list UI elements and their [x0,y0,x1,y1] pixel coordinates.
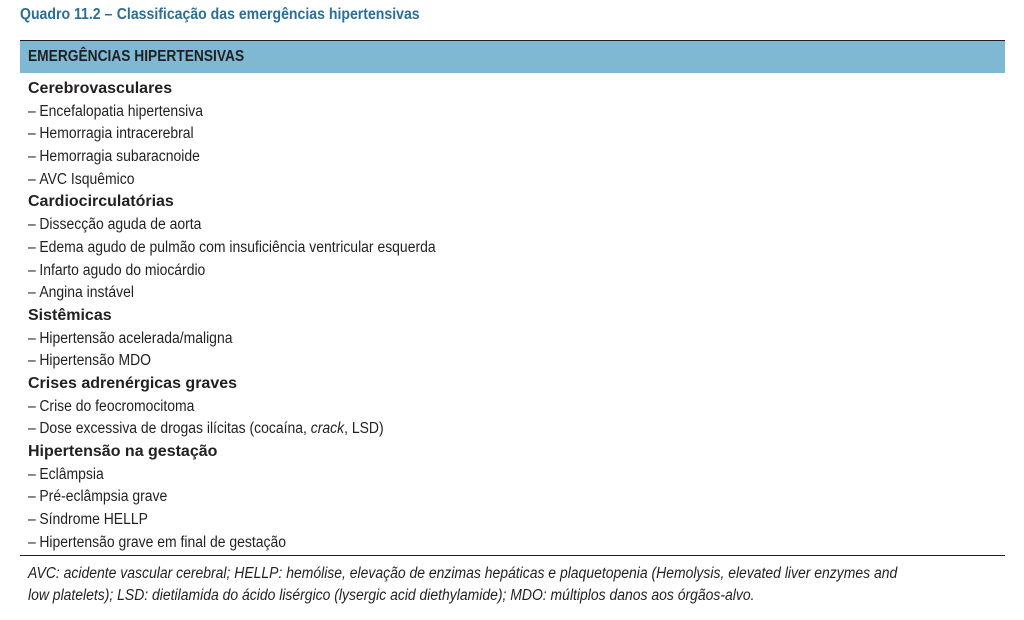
list-item [28,237,892,260]
category-list [28,78,988,554]
list-item [28,169,892,192]
dash-bullet: – [28,261,36,279]
list-item-text: Crise do feocromocitoma [39,397,195,415]
table-title [20,6,420,24]
category-heading: Cerebrovasculares [28,80,173,97]
list-item-text: AVC Isquêmico [39,170,135,188]
dash-bullet: – [28,125,36,143]
dash-bullet: – [28,102,36,120]
list-item-text: Dissecção aguda de aorta [39,216,202,234]
table-title-text: Classificação das emergências hipertensivas [116,6,420,23]
dash-bullet: – [28,511,36,529]
list-item [28,328,892,351]
list-item [28,350,892,373]
list-item-text: Encefalopatia hipertensiva [39,102,204,120]
dash-bullet: – [28,216,36,234]
dash-bullet: – [28,284,36,302]
list-item-text: Hemorragia subaracnoide [39,148,200,166]
list-item [28,123,892,146]
list-item [28,260,892,283]
dash-bullet: – [28,488,36,506]
footnote-line: low platelets); LSD: dietilamida do ácido lisérgico (lysergic acid diethylamide); MDO: múltiplos danos aos órgãos-alvo. [28,587,755,604]
list-item-text: Angina instável [39,284,134,302]
list-item-text: , LSD) [344,420,384,438]
list-item [28,418,892,441]
list-item-text: Hemorragia intracerebral [39,125,194,143]
list-item [28,464,892,487]
list-item-text: Hipertensão acelerada/maligna [39,329,233,347]
list-item-text: Eclâmpsia [39,465,104,483]
header-band [20,41,1005,73]
dash-bullet: – [28,148,36,166]
list-item-text: Infarto agudo do miocárdio [39,261,206,279]
footnote [28,563,1000,607]
list-item [28,101,892,124]
list-item [28,486,892,509]
dash-bullet: – [28,170,36,188]
category-heading: Sistêmicas [28,306,112,324]
list-item-text: Dose excessiva de drogas ilícitas (cocaína, [39,420,311,438]
dash-bullet: – [28,329,36,347]
list-item-italic-term: crack [310,420,345,438]
category-heading: Hipertensão na gestação [28,443,218,460]
dash-bullet: – [28,397,36,415]
list-item [28,532,892,555]
header-text: EMERGÊNCIAS HIPERTENSIVAS [28,48,245,65]
list-item-text: Síndrome HELLP [39,511,148,529]
dash-bullet: – [28,352,36,370]
list-item-text: Edema agudo de pulmão com insuficiência ventricular esquerda [39,238,436,256]
table-title-label: Quadro 11.2 – [20,6,113,23]
list-item [28,509,892,532]
list-item-text: Hipertensão MDO [39,352,152,370]
list-item [28,146,892,169]
list-item-text: Hipertensão grave em final de gestação [39,533,286,551]
category-heading: Crises adrenérgicas graves [28,374,238,392]
dash-bullet: – [28,420,36,438]
dash-bullet: – [28,238,36,256]
list-item [28,282,892,305]
category-heading: Cardiocirculatórias [28,193,174,211]
list-item-text: Pré-eclâmpsia grave [39,488,168,506]
dash-bullet: – [28,533,36,551]
footnote-line: AVC: acidente vascular cerebral; HELLP: hemólise, elevação de enzimas hepáticas e plaquetopenia (Hemolysis, elevated liver enzymes and [28,565,898,582]
list-item [28,396,892,419]
dash-bullet: – [28,465,36,483]
list-item [28,214,892,237]
bottom-rule [20,555,1005,556]
